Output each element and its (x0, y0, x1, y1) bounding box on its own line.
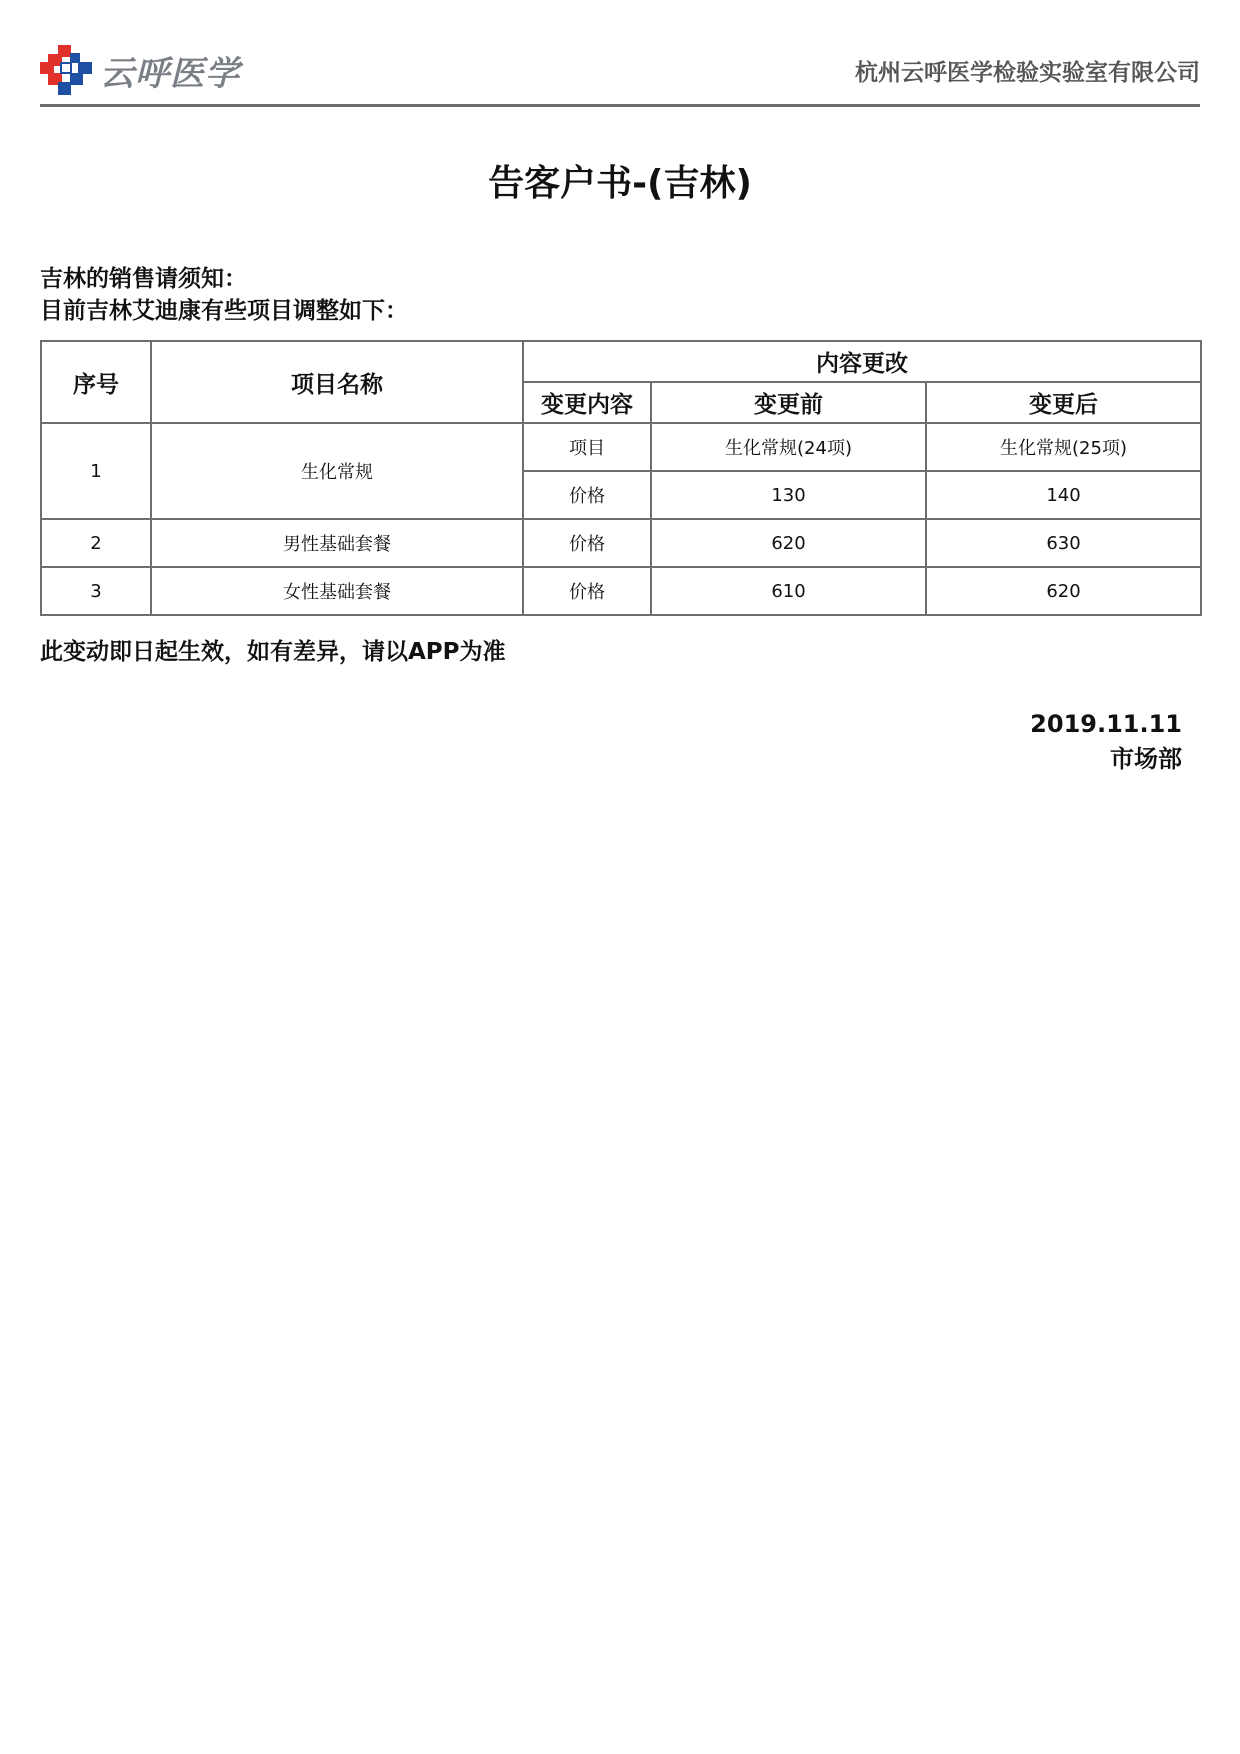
change-before: 生化常规(24项) (651, 423, 926, 471)
change-type: 价格 (523, 519, 651, 567)
row-name: 男性基础套餐 (151, 519, 523, 567)
header-before: 变更前 (651, 382, 926, 423)
company-name: 杭州云呼医学检验实验室有限公司 (855, 60, 1200, 86)
change-before: 610 (651, 567, 926, 615)
row-name: 生化常规 (151, 423, 523, 519)
row-name: 女性基础套餐 (151, 567, 523, 615)
intro-line-2: 目前吉林艾迪康有些项目调整如下： (40, 298, 408, 324)
change-type: 价格 (523, 471, 651, 519)
logo-cross-icon (40, 45, 94, 95)
change-after: 140 (926, 471, 1201, 519)
signoff-department: 市场部 (1110, 745, 1182, 773)
document-title: 告客户书-(吉林) (488, 163, 752, 204)
changes-table (40, 340, 1202, 616)
change-type: 价格 (523, 567, 651, 615)
change-after: 620 (926, 567, 1201, 615)
row-seq: 2 (41, 519, 151, 567)
page-header (40, 40, 1200, 107)
change-type: 项目 (523, 423, 651, 471)
header-name: 项目名称 (151, 341, 523, 423)
logo-text: 云呼医学 (100, 53, 240, 94)
table-row (41, 423, 1201, 471)
intro-text (40, 263, 408, 327)
header-group: 内容更改 (523, 341, 1201, 382)
table-row (41, 519, 1201, 567)
logo (40, 45, 240, 95)
header-seq: 序号 (41, 341, 151, 423)
change-after: 630 (926, 519, 1201, 567)
signoff-date: 2019.11.11 (1030, 710, 1182, 738)
change-after: 生化常规(25项) (926, 423, 1201, 471)
change-before: 130 (651, 471, 926, 519)
table-row (41, 567, 1201, 615)
header-after: 变更后 (926, 382, 1201, 423)
effective-notice: 此变动即日起生效，如有差异，请以APP为准 (40, 639, 506, 665)
change-before: 620 (651, 519, 926, 567)
row-seq: 3 (41, 567, 151, 615)
intro-line-1: 吉林的销售请须知： (40, 266, 247, 292)
header-change-type: 变更内容 (523, 382, 651, 423)
signoff (1030, 707, 1182, 777)
row-seq: 1 (41, 423, 151, 519)
